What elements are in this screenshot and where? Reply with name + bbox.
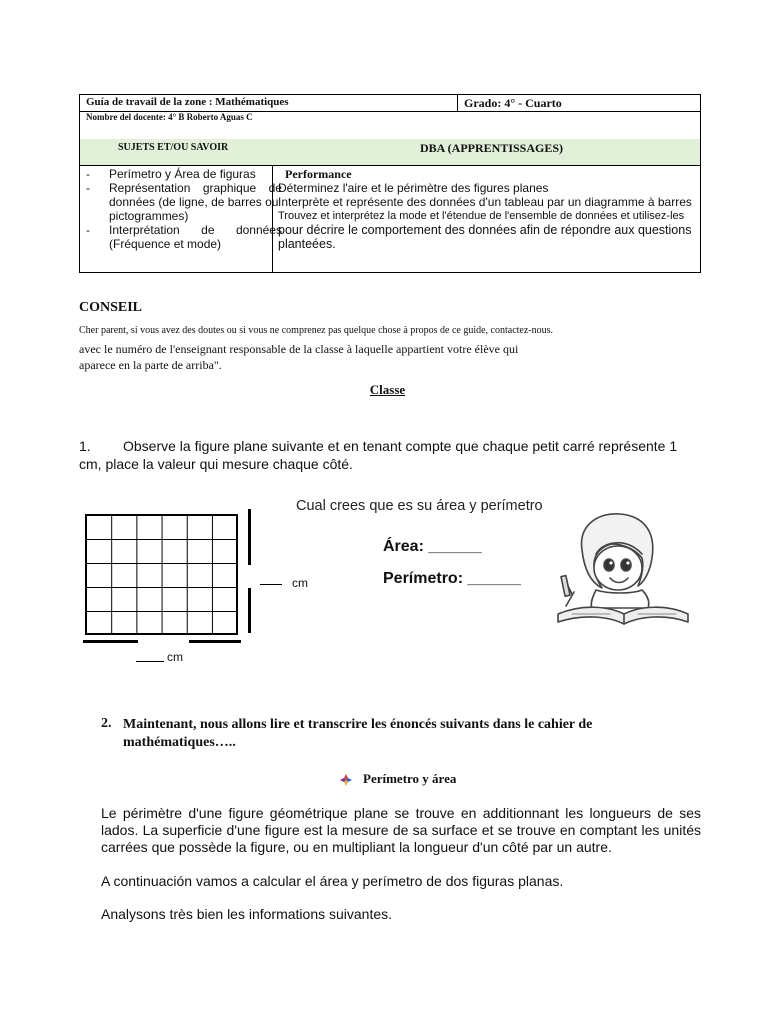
paragraph-analyze: Analysons très bien les informations suivantes. bbox=[101, 906, 393, 922]
conseil-line: Cher parent, si vous avez des doutes ou si vous ne comprenez pas quelque chose à propos de ce guide, contactez-nous. bbox=[79, 325, 554, 336]
teacher-label: Nombre del docente: 4° B Roberto Aguas C bbox=[86, 112, 253, 122]
colored-diamond-bullet-icon bbox=[340, 774, 352, 786]
cm-bottom-label: cm bbox=[167, 650, 183, 664]
paragraph-calculate: A continuación vamos a calcular el área y perímetro de dos figuras planas. bbox=[101, 873, 564, 889]
col-subjects-heading: SUJETS ET/OU SAVOIR bbox=[118, 142, 229, 153]
answer-blank bbox=[260, 584, 282, 585]
area-label: Área: ______ bbox=[383, 538, 482, 555]
dba-line: planteées. bbox=[278, 237, 336, 251]
classe-title: Classe bbox=[369, 382, 406, 397]
subject-word: de bbox=[268, 181, 282, 195]
grade-label: Grado: 4° - Cuarto bbox=[464, 96, 562, 110]
conseil-line: aparece en la parte de arriba". bbox=[79, 358, 222, 372]
subject-word: Interprétation bbox=[109, 223, 180, 237]
q2-line: mathématiques….. bbox=[123, 735, 236, 750]
zone-label: Guía de travail de la zone : Mathématiques bbox=[86, 96, 289, 108]
paragraph-perimeter-area: Le périmètre d'une figure géométrique plane se trouve en additionnant les longueurs de ses lados. La superficie d'une figure est la mesure de sa surface et se trouve en comptant les unités carrées que possède la figure, ou en multipliant la longueur d'un côté par un autre. bbox=[101, 805, 701, 855]
conseil-title: CONSEIL bbox=[79, 300, 143, 315]
subject-word: graphique bbox=[202, 181, 257, 195]
dba-line: Déterminez l'aire et le périmètre des figures planes bbox=[278, 181, 549, 195]
square-grid bbox=[85, 514, 238, 635]
answer-blank bbox=[136, 661, 164, 662]
subjects-list bbox=[82, 167, 282, 251]
subject-text: (Fréquence et mode) bbox=[109, 237, 222, 251]
subject-item: - Interprétation de données (Fréquence et mode) bbox=[86, 223, 282, 251]
subject-text: données (de ligne, de barres ou bbox=[109, 195, 279, 209]
q1-text: cm, place la valeur qui mesure chaque côté. bbox=[79, 456, 353, 472]
subject-text: pictogrammes) bbox=[109, 209, 189, 223]
q1-number: 1. bbox=[79, 438, 91, 454]
conseil-line: avec le numéro de l'enseignant responsable de la classe à laquelle appartient votre élève qui bbox=[79, 342, 519, 356]
subject-text: Perímetro y Área de figuras bbox=[109, 167, 256, 181]
dba-line: Interprète et représente des données d'un tableau par un diagramme à barres bbox=[278, 195, 692, 209]
dba-line: pour décrire le comportement des données afin de répondre aux questions bbox=[278, 223, 692, 237]
subject-word: données bbox=[235, 223, 282, 237]
subject-item: - Perímetro y Área de figuras bbox=[86, 167, 256, 181]
dba-line: Trouvez et interprétez la mode et l'étendue de l'ensemble de données et utilisez-les bbox=[278, 210, 685, 222]
subject-item: - Représentation graphique de données (de ligne, de barres ou pictogrammes) bbox=[86, 181, 282, 223]
cm-right-label: cm bbox=[292, 576, 308, 590]
perimeter-label: Perímetro: ______ bbox=[383, 570, 521, 587]
q2-text bbox=[123, 716, 668, 752]
table-rule bbox=[80, 165, 700, 166]
area-prompt: Cual crees que es su área y perímetro bbox=[296, 498, 543, 514]
col-dba-heading: DBA (APPRENTISSAGES) bbox=[420, 141, 564, 155]
dba-title: Performance bbox=[285, 167, 352, 181]
table-rule bbox=[457, 95, 458, 111]
q2-number: 2. bbox=[101, 716, 112, 731]
section-title: Perímetro y área bbox=[363, 771, 457, 786]
q1-text: Observe la figure plane suivante et en tenant compte que chaque petit carré représente 1 bbox=[123, 438, 678, 454]
q2-line: Maintenant, nous allons lire et transcrire les énoncés suivants dans le cahier de bbox=[123, 717, 593, 732]
header-table bbox=[79, 94, 701, 273]
subject-word: Représentation bbox=[109, 181, 191, 195]
girl-reading-illustration bbox=[552, 510, 692, 630]
measure-bar bbox=[189, 640, 241, 643]
measure-bar bbox=[248, 588, 251, 633]
dba-list bbox=[278, 181, 698, 251]
measure-bar bbox=[248, 509, 251, 565]
measure-bar bbox=[83, 640, 138, 643]
subject-word: de bbox=[201, 223, 215, 237]
